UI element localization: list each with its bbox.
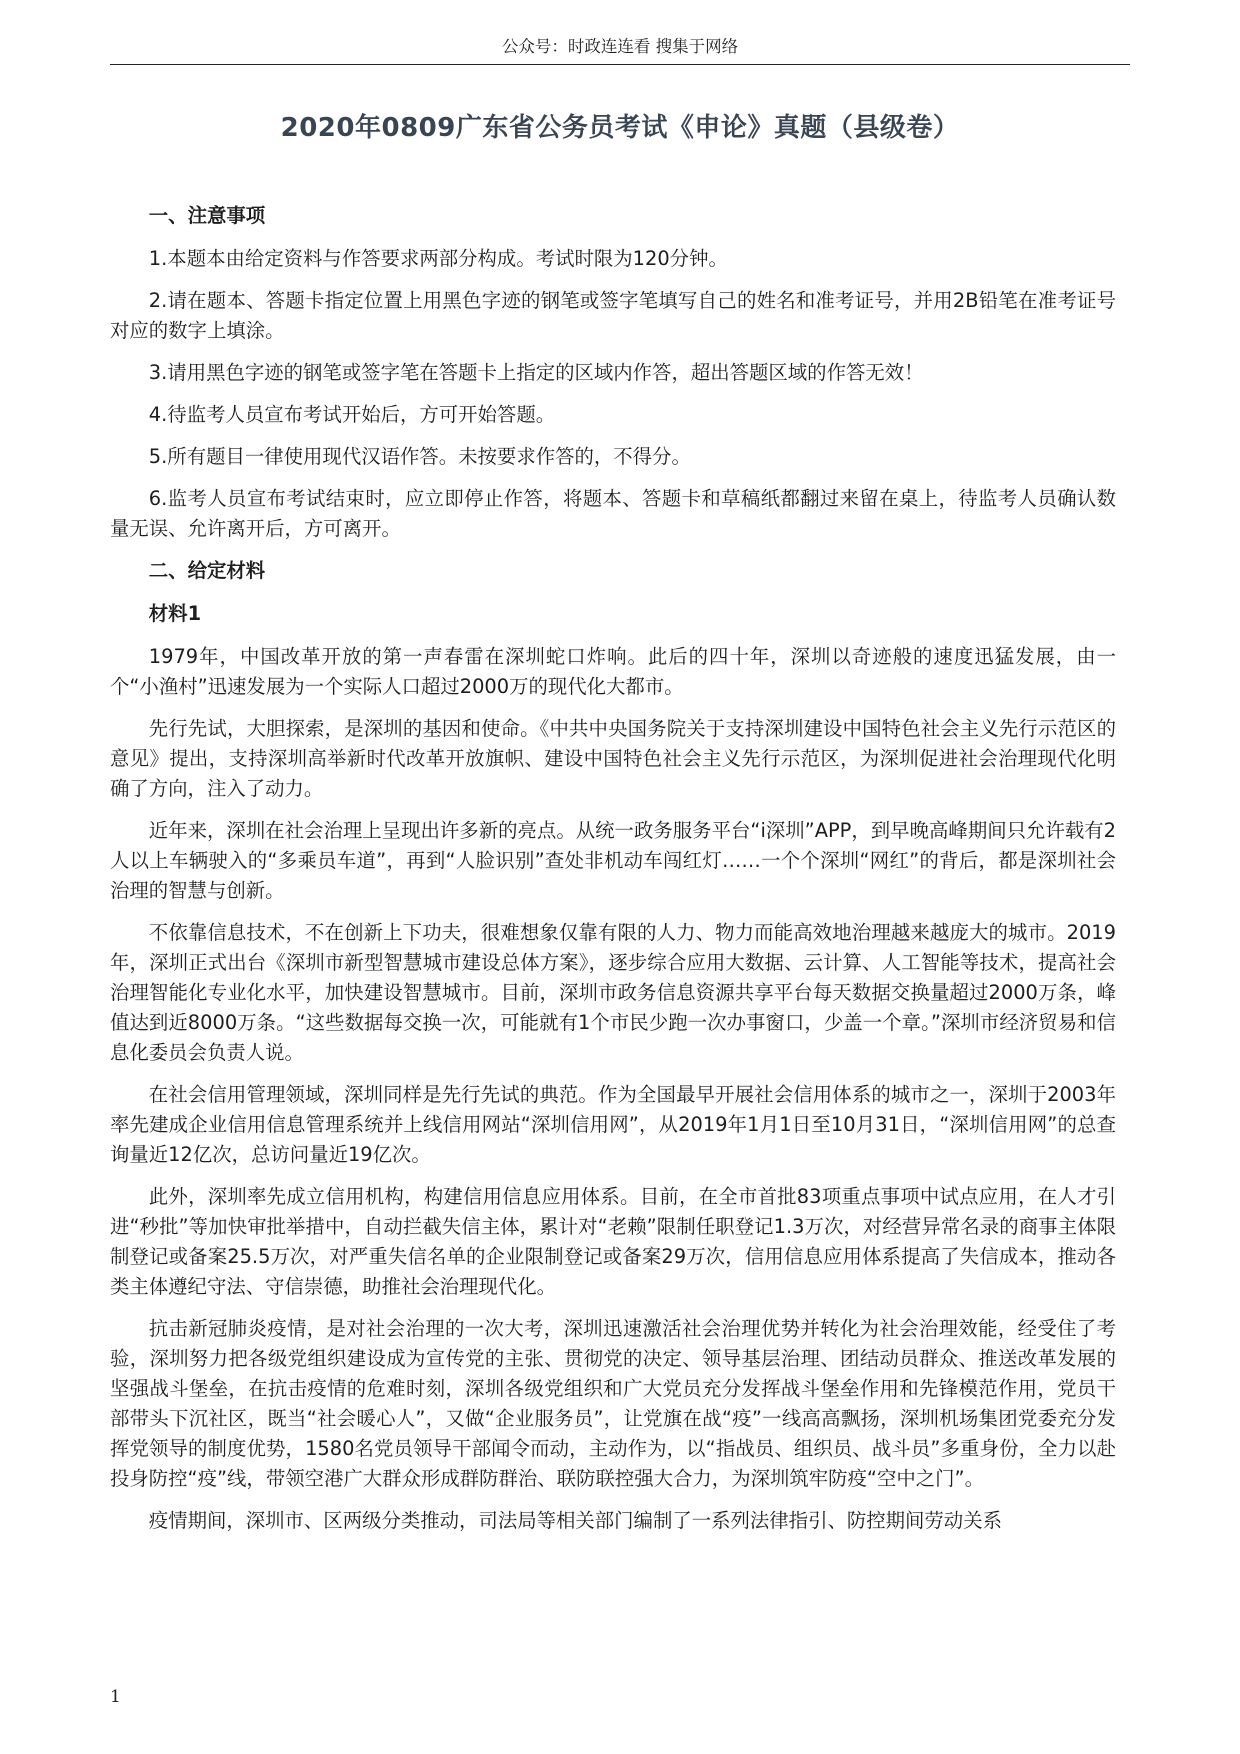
notice-item: 1.本题本由给定资料与作答要求两部分构成。考试时限为120分钟。 xyxy=(148,247,728,270)
material-paragraph: 先行先试，大胆探索，是深圳的基因和使命。《中共中央国务院关于支持深圳建设中国特色社会主义先行示范区的意见》提出，支持深圳高举新时代改革开放旗帜、建设中国特色社会主义先行示范区，为深圳促进社会治理现代化明确了方向，注入了动力。 xyxy=(110,717,1116,800)
material-paragraph: 在社会信用管理领域，深圳同样是先行先试的典范。作为全国最早开展社会信用体系的城市之一，深圳于2003年率先建成企业信用信息管理系统并上线信用网站“深圳信用网”，从2019年1月1日至10月31日，“深圳信用网”的总查询量近12亿次，总访问量近19亿次。 xyxy=(110,1083,1116,1166)
notice-item: 2.请在题本、答题卡指定位置上用黑色字迹的钢笔或签字笔填写自己的姓名和准考证号，并用2B铅笔在准考证号对应的数字上填涂。 xyxy=(110,289,1116,342)
section-heading-notes: 一、注意事项 xyxy=(148,204,266,227)
material-paragraph: 此外，深圳率先成立信用机构，构建信用信息应用体系。目前，在全市首批83项重点事项中试点应用，在人才引进“秒批”等加快审批举措中，自动拦截失信主体，累计对“老赖”限制任职登记1.3万次，对经营异常名录的商事主体限制登记或备案25.5万次，对严重失信名单的企业限制登记或备案29万次，信用信息应用体系提高了失信成本，推动各类主体遵纪守法、守信崇德，助推社会治理现代化。 xyxy=(110,1185,1116,1298)
notice-item: 3.请用黑色字迹的钢笔或签字笔在答题卡上指定的区域内作答，超出答题区域的作答无效！ xyxy=(148,361,924,384)
page-header xyxy=(110,34,1130,65)
notice-item: 5.所有题目一律使用现代汉语作答。未按要求作答的，不得分。 xyxy=(148,445,691,468)
material-paragraph: 抗击新冠肺炎疫情，是对社会治理的一次大考，深圳迅速激活社会治理优势并转化为社会治理效能，经受住了考验，深圳努力把各级党组织建设成为宣传党的主张、贯彻党的决定、领导基层治理、团结动员群众、推送改革发展的坚强战斗堡垒，在抗击疫情的危难时刻，深圳各级党组织和广大党员充分发挥战斗堡垒作用和先锋模范作用，党员干部带头下沉社区，既当“社会暖心人”，又做“企业服务员”，让党旗在战“疫”一线高高飘扬，深圳机场集团党委充分发挥党领导的制度优势，1580名党员领导干部闻令而动，主动作为，以“指战员、组织员、战斗员”多重身份，全力以赴投身防控“疫”线，带领空港广大群众形成群防群治、联防联控强大合力，为深圳筑牢防疫“空中之门”。 xyxy=(110,1317,1116,1490)
page-number: 1 xyxy=(110,1687,121,1707)
material-paragraph: 近年来，深圳在社会治理上呈现出许多新的亮点。从统一政务服务平台“i深圳”APP，到早晚高峰期间只允许载有2人以上车辆驶入的“多乘员车道”，再到“人脸识别”查处非机动车闯红灯……一个个深圳“网红”的背后，都是深圳社会治理的智慧与创新。 xyxy=(110,819,1116,902)
material-paragraph: 1979年，中国改革开放的第一声春雷在深圳蛇口炸响。此后的四十年，深圳以奇迹般的速度迅猛发展，由一个“小渔村”迅速发展为一个实际人口超过2000万的现代化大都市。 xyxy=(110,645,1116,698)
material-paragraph: 疫情期间，深圳市、区两级分类推动，司法局等相关部门编制了一系列法律指引、防控期间劳动关系 xyxy=(148,1509,1002,1532)
material-paragraph: 不依靠信息技术，不在创新上下功夫，很难想象仅靠有限的人力、物力而能高效地治理越来越庞大的城市。2019年，深圳正式出台《深圳市新型智慧城市建设总体方案》，逐步综合应用大数据、云计算、人工智能等技术，提高社会治理智能化专业化水平，加快建设智慧城市。目前，深圳市政务信息资源共享平台每天数据交换量超过2000万条，峰值达到近8000万条。“这些数据每交换一次，可能就有1个市民少跑一次办事窗口，少盖一个章。”深圳市经济贸易和信息化委员会负责人说。 xyxy=(110,921,1116,1064)
section-heading-materials: 二、给定材料 xyxy=(148,559,266,582)
document-title: 2020年0809广东省公务员考试《申论》真题（县级卷） xyxy=(280,113,960,143)
notice-item: 6.监考人员宣布考试结束时，应立即停止作答，将题本、答题卡和草稿纸都翻过来留在桌上，待监考人员确认数量无误、允许离开后，方可离开。 xyxy=(110,487,1116,540)
document-body xyxy=(110,201,1116,1548)
material-heading: 材料1 xyxy=(148,602,202,625)
notice-item: 4.待监考人员宣布考试开始后，方可开始答题。 xyxy=(148,403,556,426)
header-text: 公众号：时政连连看 搜集于网络 xyxy=(501,37,739,56)
